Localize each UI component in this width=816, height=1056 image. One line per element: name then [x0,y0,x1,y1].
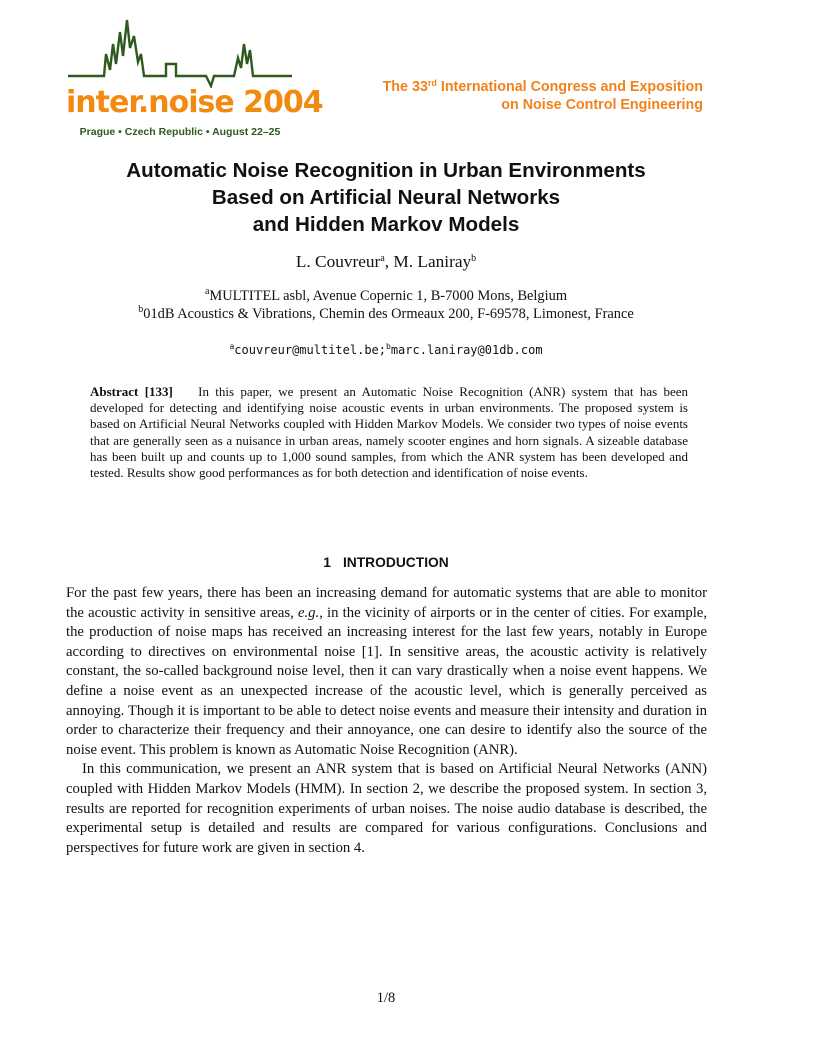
email-link[interactable]: couvreur@multitel.be; [234,343,386,357]
affiliation: $^a$MULTITEL asbl, Avenue Copernic 1, B-7000 Mons, Belgium [204,286,568,304]
affiliations [0,287,772,323]
title-line: Based on Artificial Neural Networks [211,186,561,209]
paragraph: In this communication, we present an ANR system that is based on Artificial Neural Networks (ANN) coupled with Hidden Markov Models (HMM). In section 2, we describe the proposed system. In section 3, results are reported for recognition experiments of urban noises. The noise audio database is described, the experimental setup is detailed and results are compared for various configurations. Conclusions and perspectives for future work are given in section 4. [66,761,707,856]
paragraph: For the past few years, there has been an increasing demand for automatic systems that are able to monitor the acoustic activity in sensitive areas, e.g., in the vicinity of airports or in the center of cities. For example, the production of noise maps has received an increasing interest for the last few years, notably in Europe according to directives on environmental noise [1]. In sensitive areas, the acoustic activity is relatively constant, the so-called background noise level, then it can vary drastically when a noise event happens. We define a noise event as an unexpected increase of the acoustic level, which is generally perceived as annoying. Though it is important to be able to detect noise events and measure their intensity and duration in order to characterize their frequency and their annoyance, one can desire to identify also the source of the noise event. This problem is known as Automatic Noise Recognition (ANR). [66,585,707,758]
section-heading [0,555,772,570]
email-link[interactable]: marc.laniray@01db.com [390,343,543,357]
logo-brand: inter.noise 2004 [66,85,323,120]
title-line: and Hidden Markov Models [252,213,520,236]
logo-tagline: Prague • Czech Republic • August 22–25 [79,126,281,138]
paper-title [0,157,772,238]
author-list: L. Couvreur$^a$, M. Laniray$^b$ [295,252,477,271]
congress-line-1: The 33rd International Congress and Exposition [382,78,703,95]
author-emails: $^a$couvreur@multitel.be;$^b$marc.laniray@01db.com [229,342,543,357]
body-text [66,584,707,858]
section-number: 1 [323,555,331,570]
congress-line-2: on Noise Control Engineering [501,97,703,113]
conference-logo [66,14,323,138]
title-line: Automatic Noise Recognition in Urban Environments [126,159,646,182]
author-name: M. Laniray [393,252,472,271]
author-name: L. Couvreur [295,252,381,271]
abstract-label: Abstract [133] [90,384,173,399]
abstract [90,384,688,481]
congress-header [383,78,703,114]
page-number: 1/8 [376,990,396,1006]
section-title: INTRODUCTION [342,555,449,570]
abstract-text: In this paper, we present an Automatic Noise Recognition (ANR) system that has been developed for detecting and identifying noise acoustic events in urban environments. The proposed system is based on Artificial Neural Networks coupled with Hidden Markov Models. We consider two types of noise events that are generally seen as a nuisance in urban areas, namely scooter engines and horn signals. A sizeable database has been built up and counts up to 1,000 sound samples, from which the ANR system has been developed and tested. Results show good performances as for both detection and identification of noise events. [90,384,689,481]
noise-waveform-icon [66,14,294,88]
affiliation: $^b$01dB Acoustics & Vibrations, Chemin des Ormeaux 200, F-69578, Limonest, France [138,304,634,322]
